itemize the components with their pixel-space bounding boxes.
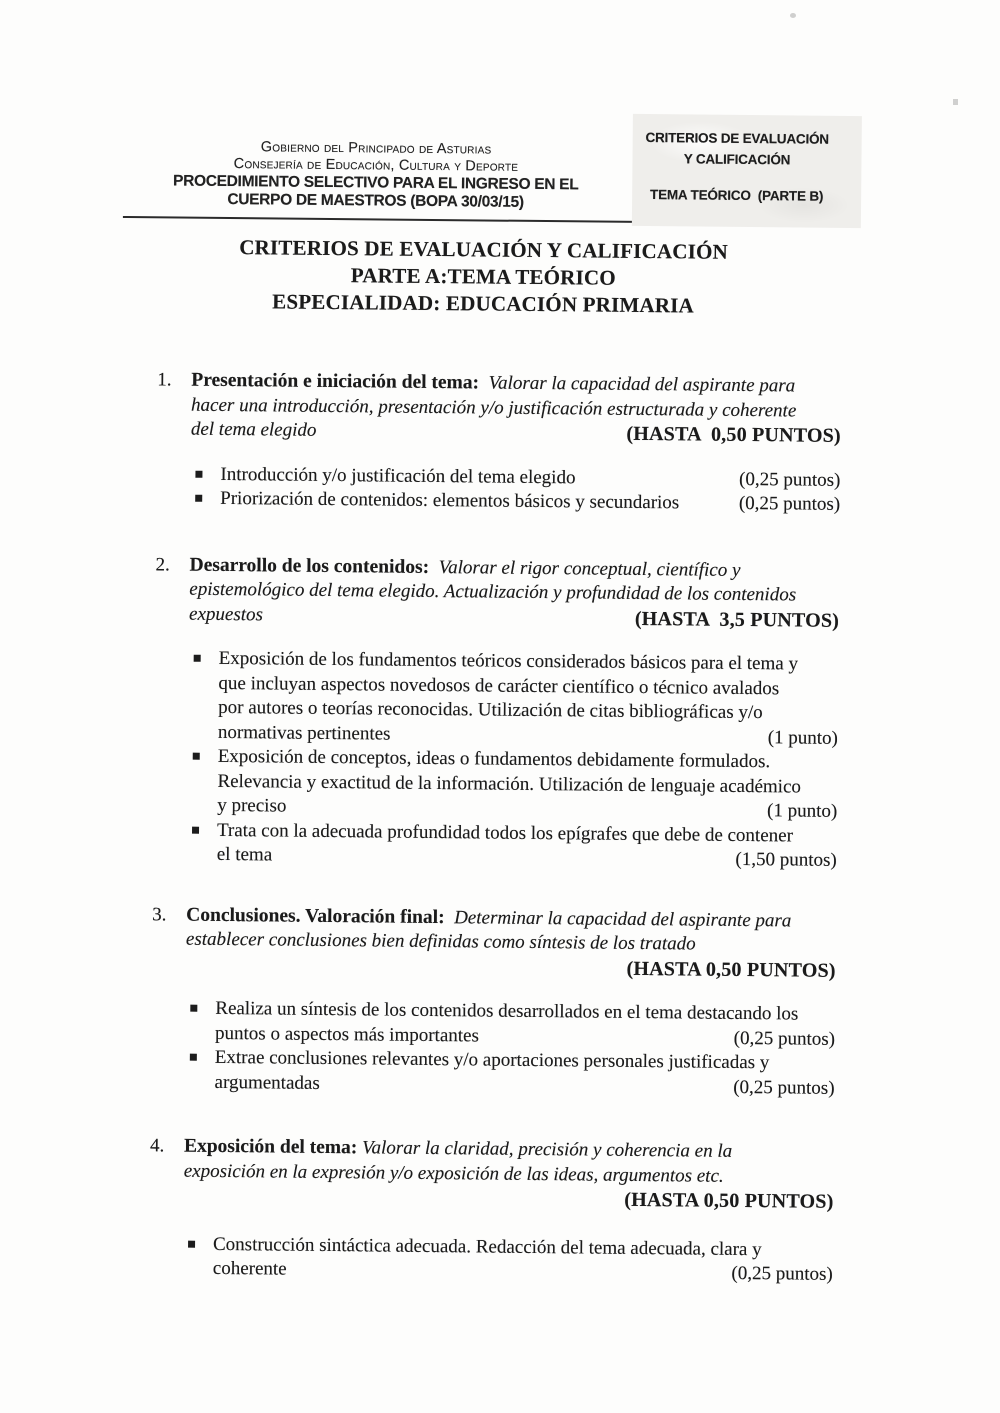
section-heading-label: Conclusiones. Valoración final:	[186, 904, 445, 928]
document-type-block	[628, 123, 846, 215]
bullet-icon	[190, 1054, 197, 1061]
criterion-points: (1 punto)	[767, 726, 839, 749]
criterion-text: Extrae conclusiones relevantes y/o aportaciones personales justificadas y argumentadas	[214, 1046, 770, 1094]
document-header	[123, 0, 847, 215]
criterion-item	[190, 647, 841, 751]
section-number: 1.	[157, 369, 172, 391]
section-description: Valorar el rigor conceptual, científico y epistemológico del tema elegido. Actualización y profundidad de los contenidos expuestos	[189, 556, 797, 625]
criterion-item	[185, 1232, 835, 1287]
criteria-list	[184, 997, 837, 1101]
criterion-text: Exposición de conceptos, ideas o fundamentos debidamente formulados. Relevancia y exactitud de la información. Utilización de lenguaje académico y preciso	[217, 745, 802, 817]
criterion-text: Construcción sintáctica adecuada. Redacción del tema adecuada, clara y coherente	[212, 1233, 762, 1280]
section-number: 4.	[149, 1135, 165, 1157]
section-max-points: (HASTA 0,50 PUNTOS)	[626, 422, 841, 447]
bullet-icon	[194, 655, 201, 662]
section-max-points: (HASTA 3,5 PUNTOS)	[634, 607, 840, 632]
section-max-points: (HASTA 0,50 PUNTOS)	[626, 957, 836, 982]
section-number: 2.	[155, 553, 170, 575]
section-max-points: (HASTA 0,50 PUNTOS)	[624, 1188, 834, 1213]
document-content	[113, 0, 847, 1287]
bullet-icon	[188, 1240, 195, 1247]
doc-type-line-1: CRITERIOS DE EVALUACIÓN	[645, 130, 829, 147]
criterion-points: (0,25 puntos)	[733, 1027, 836, 1050]
criteria-list	[187, 647, 841, 874]
section-heading	[183, 1135, 836, 1215]
criteria-list	[183, 1232, 835, 1287]
section-number: 3.	[152, 903, 167, 925]
section-description: Valorar la claridad, precisión y coherencia en la exposición en la expresión y/o exposición de las ideas, argumentos etc.	[183, 1137, 733, 1187]
section-heading-label: Desarrollo de los contenidos:	[189, 554, 430, 578]
criterion-text: Realiza un síntesis de los contenidos desarrollados en el tema destacando los puntos o aspectos más importantes	[214, 997, 799, 1046]
section-heading	[186, 903, 839, 983]
section-4	[113, 1134, 836, 1287]
section-heading	[191, 369, 844, 449]
criterion-points: (0,25 puntos)	[739, 468, 841, 491]
title-line-3: ESPECIALIDAD: EDUCACIÓN PRIMARIA	[272, 289, 695, 318]
criterion-text: Introducción y/o justificación del tema elegido	[220, 463, 576, 488]
section-description: Valorar la capacidad del aspirante para hacer una introducción, presentación y/o justificación estructurada y coherente del tema elegido	[190, 372, 797, 441]
doc-type-line-2: Y CALIFICACIÓN	[683, 151, 791, 168]
criterion-text: Trata con la adecuada profundidad todos los epígrafes que debe de contener el tema	[216, 819, 794, 866]
criterion-points: (0,25 puntos)	[738, 492, 841, 515]
section-heading-label: Exposición del tema:	[183, 1135, 358, 1159]
section-3	[114, 902, 838, 1100]
org-line-procedure-2: CUERPO DE MAESTROS (BOPA 30/03/15)	[227, 190, 524, 211]
page-title	[122, 233, 845, 321]
criterion-item	[187, 997, 837, 1052]
organization-block	[123, 138, 629, 213]
criterion-text: Exposición de los fundamentos teóricos considerados básicos para el tema y que incluyan aspectos novedosos de carácter científico o técnico avalados por autores o teorías reconocidas. Utilización de citas bibliográficas y/o normativas pertinentes	[217, 647, 799, 745]
bullet-icon	[195, 470, 202, 477]
doc-type-line-3: TEMA TEÓRICO (PARTE B)	[650, 187, 824, 204]
bullet-icon	[190, 1005, 197, 1012]
criterion-item	[192, 487, 842, 518]
org-line-department: Consejería de Educación, Cultura y Deporte	[233, 156, 519, 175]
criterion-item	[189, 745, 840, 825]
scan-artifact	[953, 99, 958, 105]
title-line-1: CRITERIOS DE EVALUACIÓN Y CALIFICACIÓN	[239, 235, 729, 264]
criteria-list	[190, 462, 842, 517]
section-2	[117, 552, 842, 873]
criterion-points: (1,50 puntos)	[735, 848, 837, 871]
org-line-procedure-1: PROCEDIMIENTO SELECTIVO PARA EL INGRESO EN EL	[173, 172, 579, 194]
title-line-2: PARTE A:TEMA TEÓRICO	[350, 263, 616, 290]
criterion-item	[186, 1046, 836, 1101]
criterion-text: Priorización de contenidos: elementos básicos y secundarios	[220, 487, 680, 514]
criterion-points: (1 punto)	[766, 800, 838, 822]
criterion-points: (0,25 puntos)	[731, 1262, 833, 1285]
criterion-item	[189, 818, 839, 873]
section-heading	[189, 553, 842, 633]
section-description: Determinar la capacidad del aspirante para establecer conclusiones bien definidas como síntesis de los tratado	[185, 906, 792, 955]
bullet-icon	[192, 826, 199, 833]
org-line-government: Gobierno del Principado de Asturias	[260, 139, 492, 158]
bullet-icon	[193, 753, 200, 760]
criterion-points: (0,25 puntos)	[733, 1076, 835, 1099]
section-1	[120, 368, 843, 517]
section-heading-label: Presentación e iniciación del tema:	[191, 369, 480, 394]
bullet-icon	[195, 495, 202, 502]
document-type-lines	[628, 127, 846, 207]
